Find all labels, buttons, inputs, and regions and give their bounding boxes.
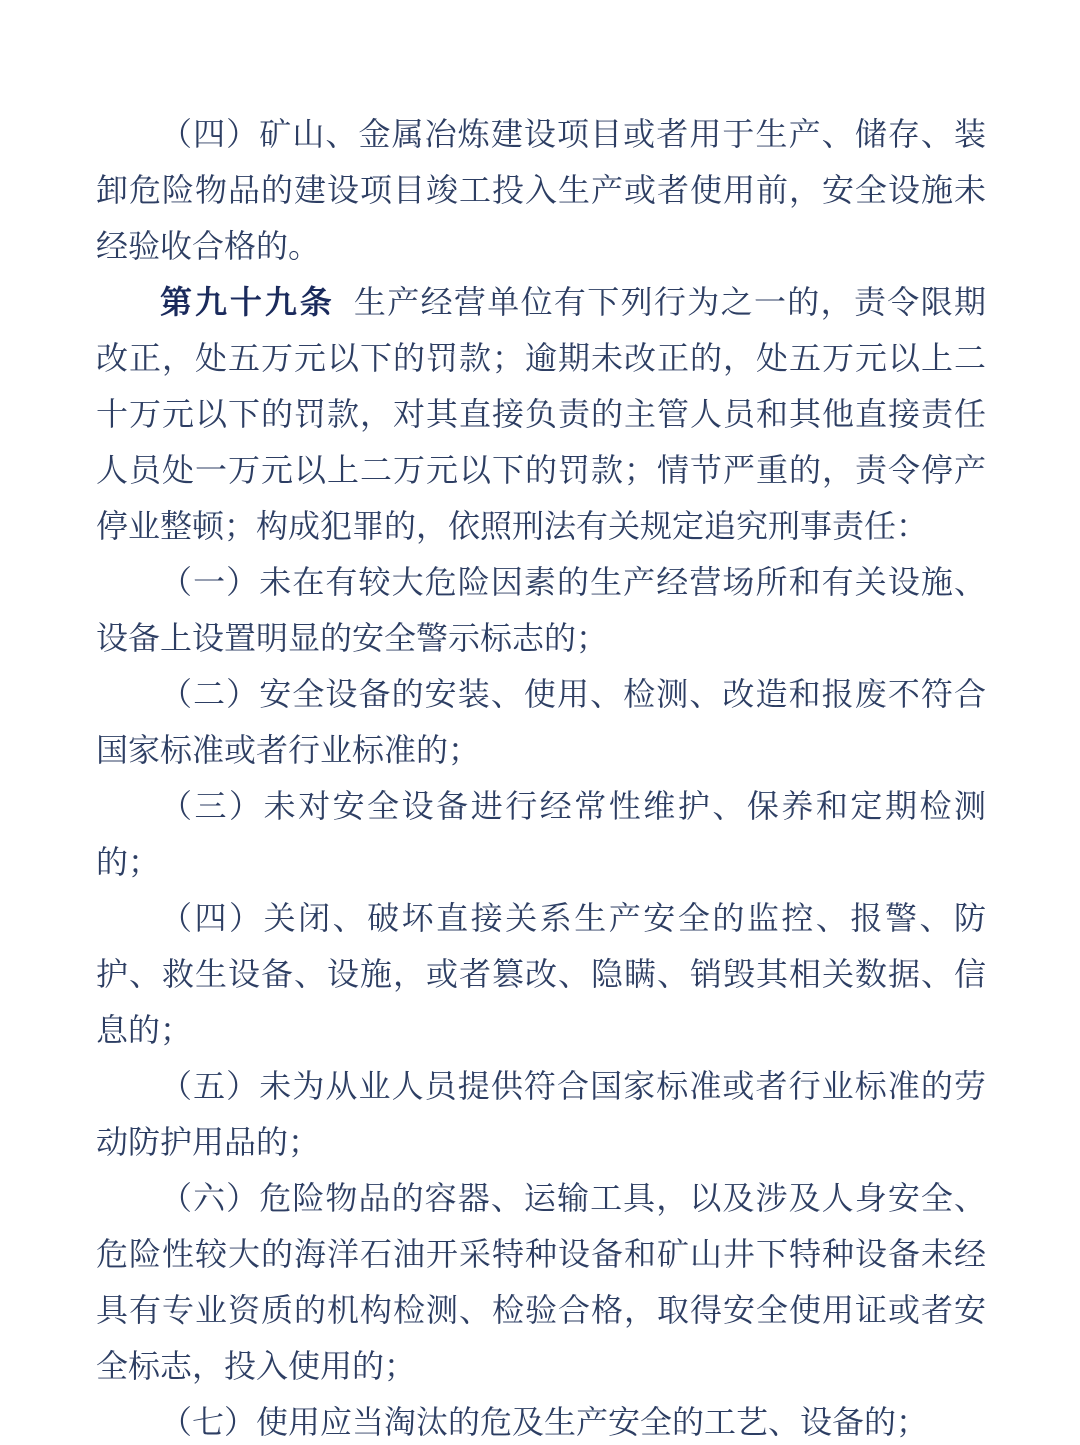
paragraph-subitem-3: （三）未对安全设备进行经常性维护、保养和定期检测的；: [96, 788, 986, 880]
paragraph-subitem-7: （七）使用应当淘汰的危及生产安全的工艺、设备的；: [160, 1404, 929, 1440]
paragraph-subitem-6: （六）危险物品的容器、运输工具，以及涉及人身安全、危险性较大的海洋石油开采特种设备和矿山井下特种设备未经具有专业资质的机构检测、检验合格，取得安全使用证或者安全标志，投入使用的；: [96, 1180, 986, 1384]
paragraph-article-99: [96, 274, 986, 554]
paragraph-subitem-5: （五）未为从业人员提供符合国家标准或者行业标准的劳动防护用品的；: [96, 1068, 986, 1160]
law-article-text-block: [96, 106, 986, 1445]
paragraph-subitem-4: （四）关闭、破坏直接关系生产安全的监控、报警、防护、救生设备、设施，或者篡改、隐瞒、销毁其相关数据、信息的；: [96, 900, 986, 1048]
article-99-body: 生产经营单位有下列行为之一的，责令限期改正，处五万元以下的罚款；逾期未改正的，处五万元以上二十万元以下的罚款，对其直接负责的主管人员和其他直接责任人员处一万元以上二万元以下的罚款；情节严重的，责令停产停业整顿；构成犯罪的，依照刑法有关规定追究刑事责任：: [96, 284, 986, 544]
article-99-number: 第九十九条: [160, 284, 335, 320]
paragraph-subitem-1: （一）未在有较大危险因素的生产经营场所和有关设施、设备上设置明显的安全警示标志的；: [96, 564, 986, 656]
paragraph-subitem-2: （二）安全设备的安装、使用、检测、改造和报废不符合国家标准或者行业标准的；: [96, 676, 986, 768]
paragraph-prev-item-4: （四）矿山、金属冶炼建设项目或者用于生产、储存、装卸危险物品的建设项目竣工投入生产或者使用前，安全设施未经验收合格的。: [96, 116, 986, 264]
